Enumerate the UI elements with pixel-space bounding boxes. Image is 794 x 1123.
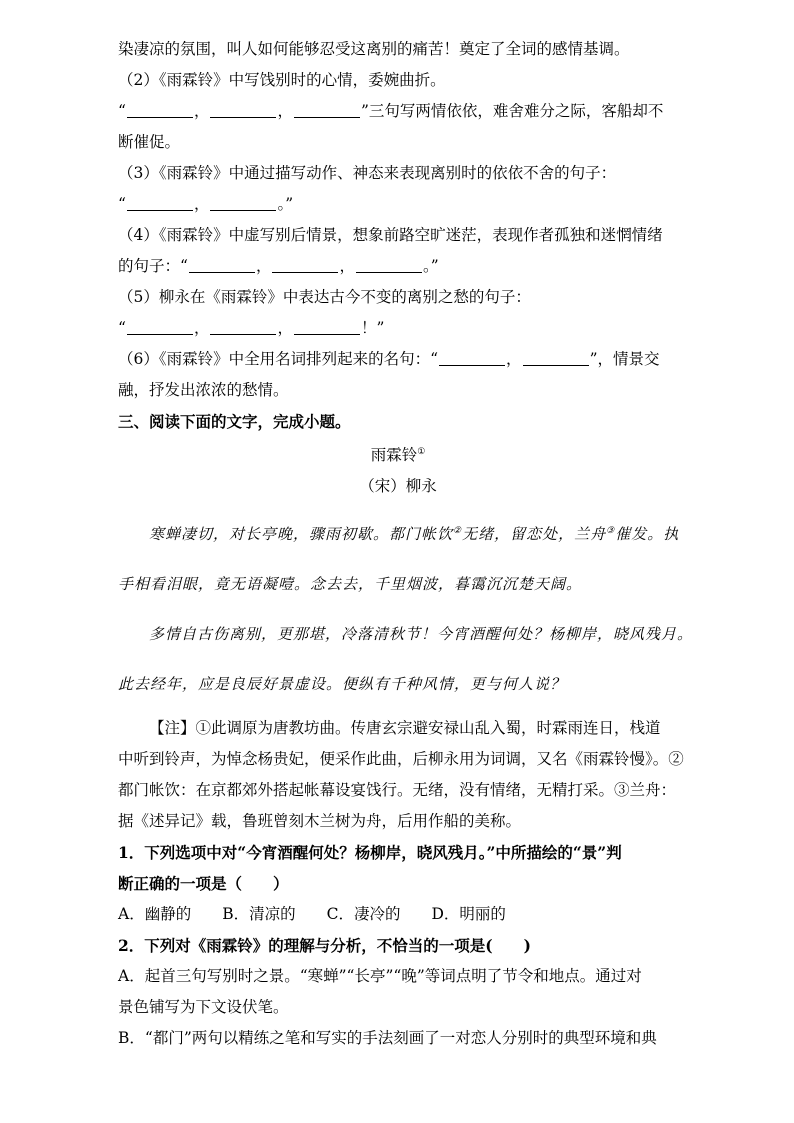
blank-field[interactable] (294, 318, 360, 335)
poem-line: 手相看泪眼，竟无语凝噎。念去去，千里烟波，暮霭沉沉楚天阔。 (118, 575, 583, 594)
footnote-marker: ③ (606, 526, 616, 537)
question-2-option-a: A．起首三句写别时之景。“寒蝉”“长亭”“晚”等词点明了节令和地点。通过对 (118, 967, 642, 986)
intro-line: 染凄凉的氛围，叫人如何能够忍受这离别的痛苦！奠定了全词的感情基调。 (118, 40, 630, 58)
blank-field[interactable] (294, 101, 360, 118)
question-1-stem-cont: 断正确的一项是（ ） (118, 874, 289, 894)
q6-blanks-line: （6）《雨霖铃》中全用名词排列起来的名句：“ ， ”，情景交 (118, 350, 660, 368)
blank-field[interactable] (127, 318, 193, 335)
blank-field[interactable] (210, 194, 276, 211)
poem-title: 雨霖铃① (370, 446, 426, 465)
q3-blanks-line: “ ， 。” (118, 195, 294, 213)
q4-item: （4）《雨霖铃》中虚写别后情景，想象前路空旷迷茫，表现作者孤独和迷惘情绪 (118, 226, 663, 244)
q2-continuation: 断催促。 (118, 133, 181, 151)
q6-continuation: 融，抒发出浓浓的愁情。 (118, 381, 289, 399)
question-2-stem: 2．下列对《雨霖铃》的理解与分析，不恰当的一项是( ) (118, 936, 531, 956)
poem-line: 此去经年，应是良辰好景虚设。便纵有千种风情，更与何人说？ (118, 675, 567, 694)
q4-blanks-line: 的句子：“ ， ， 。” (118, 257, 439, 275)
blank-field[interactable] (272, 256, 338, 273)
poem-line: 多情自古伤离别，更那堪，冷落清秋节！今宵酒醒何处？杨柳岸，晓风残月。 (149, 625, 694, 644)
question-1-stem: 1．下列选项中对“今宵酒醒何处？杨柳岸，晓风残月。”中所描绘的“景”判 (118, 843, 622, 863)
question-2-option-a-cont: 景色铺写为下文设伏笔。 (118, 998, 289, 1017)
blank-field[interactable] (127, 101, 193, 118)
poem-line: 寒蝉凄切，对长亭晚，骤雨初歇。都门帐饮②无绪，留恋处，兰舟③催发。执 (149, 525, 680, 544)
q3-item: （3）《雨霖铃》中通过描写动作、神态来表现离别时的依依不舍的句子： (118, 164, 617, 182)
notes-line: 据《述异记》载，鲁班曾刻木兰树为舟，后用作船的美称。 (118, 812, 522, 831)
notes-line: 都门帐饮：在京都郊外搭起帐幕设宴饯行。无绪，没有情绪，无精打采。③兰舟： (118, 781, 677, 800)
notes-line: 中听到铃声，为悼念杨贵妃，便采作此曲，后柳永用为词调，又名《雨霖铃慢》。② (118, 750, 684, 769)
document-page (118, 34, 694, 1054)
blank-field[interactable] (189, 256, 255, 273)
blank-field[interactable] (523, 349, 589, 366)
q5-blanks-line: “ ， ， ！” (118, 319, 385, 337)
notes-line: 【注】①此调原为唐教坊曲。传唐玄宗避安禄山乱入蜀，时霖雨连日，栈道 (149, 719, 661, 738)
q2-item: （2）《雨霖铃》中写饯别时的心情，委婉曲折。 (118, 71, 446, 89)
question-1-options: A．幽静的 B．清凉的 C．凄冷的 D．明丽的 (118, 905, 506, 924)
section-heading: 三、阅读下面的文字，完成小题。 (118, 412, 351, 431)
question-2-option-b: B．“都门”两句以精练之笔和写实的手法刻画了一对恋人分别时的典型环境和典 (118, 1029, 657, 1048)
q5-item: （5）柳永在《雨霖铃》中表达古今不变的离别之愁的句子： (118, 288, 531, 306)
blank-field[interactable] (127, 194, 193, 211)
blank-field[interactable] (210, 101, 276, 118)
poem-author: （宋）柳永 (359, 477, 437, 496)
footnote-marker: ① (417, 447, 426, 457)
q2-blanks-line: “ ， ， ”三句写两情依依，难舍难分之际，客船却不 (118, 102, 664, 120)
footnote-marker: ② (453, 526, 463, 537)
blank-field[interactable] (210, 318, 276, 335)
blank-field[interactable] (356, 256, 422, 273)
blank-field[interactable] (439, 349, 505, 366)
